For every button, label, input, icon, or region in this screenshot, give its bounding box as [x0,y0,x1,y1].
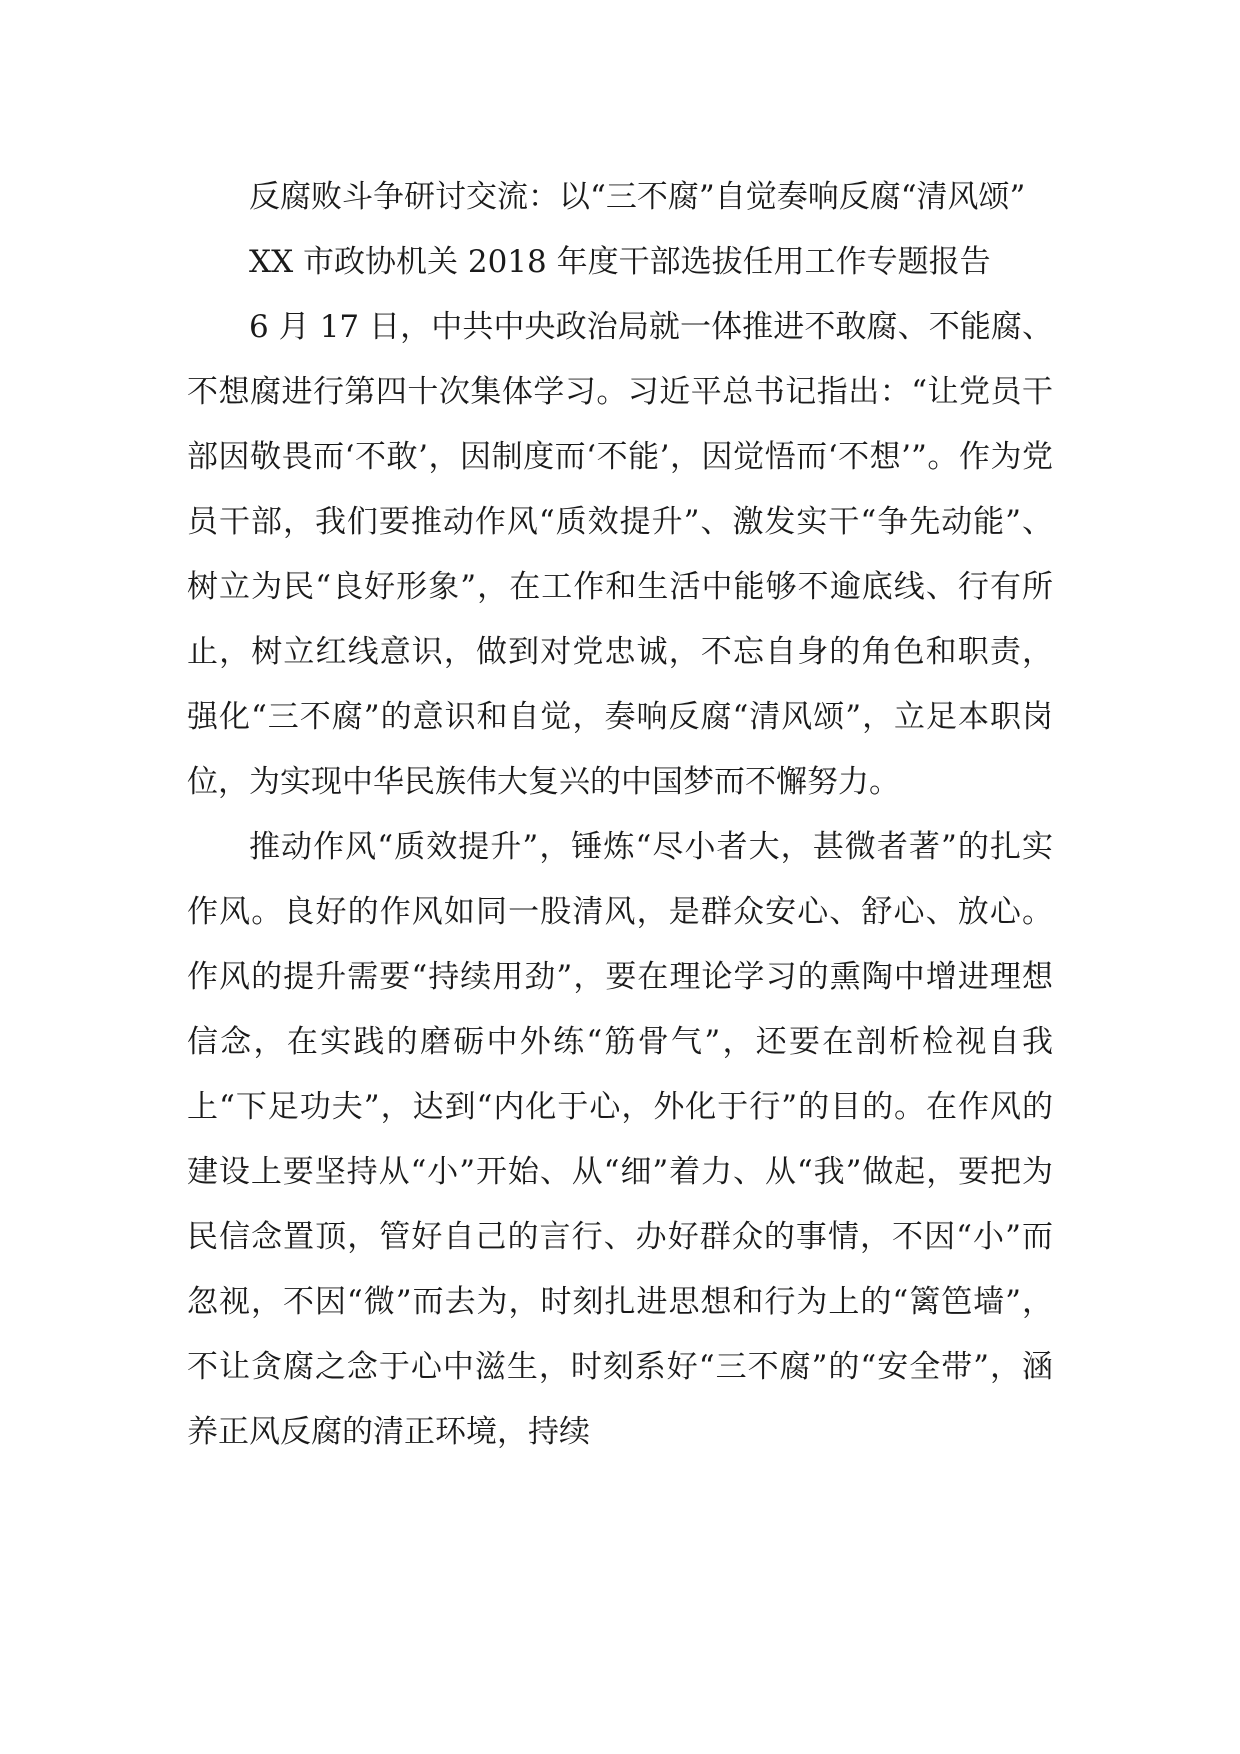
document-body [187,165,1053,1465]
paragraph-intro: 6 月 17 日，中共中央政治局就一体推进不敢腐、不能腐、不想腐进行第四十次集体学习。习近平总书记指出：“让党员干部因敬畏而‘不敢’，因制度而‘不能’，因觉悟而‘不想’”。作为党员干部，我们要推动作风“质效提升”、激发实干“争先动能”、树立为民“良好形象”，在工作和生活中能够不逾底线、行有所止，树立红线意识，做到对党忠诚，不忘自身的角色和职责，强化“三不腐”的意识和自觉，奏响反腐“清风颂”，立足本职岗位，为实现中华民族伟大复兴的中国梦而不懈努力。 [187,309,1053,800]
document-title: 反腐败斗争研讨交流：以“三不腐”自觉奏响反腐“清风颂” [249,179,1026,215]
document-subtitle: XX 市政协机关 2018 年度干部选拔任用工作专题报告 [249,244,991,280]
paragraph-style-improvement: 推动作风“质效提升”，锤炼“尽小者大，甚微者著”的扎实作风。良好的作风如同一股清风，是群众安心、舒心、放心。作风的提升需要“持续用劲”，要在理论学习的熏陶中增进理想信念，在实践的磨砺中外练“筋骨气”，还要在剖析检视自我上“下足功夫”，达到“内化于心，外化于行”的目的。在作风的建设上要坚持从“小”开始、从“细”着力、从“我”做起，要把为民信念置顶，管好自己的言行、办好群众的事情，不因“小”而忽视，不因“微”而去为，时刻扎进思想和行为上的“篱笆墙”，不让贪腐之念于心中滋生，时刻系好“三不腐”的“安全带”，涵养正风反腐的清正环境，持续 [187,829,1053,1450]
